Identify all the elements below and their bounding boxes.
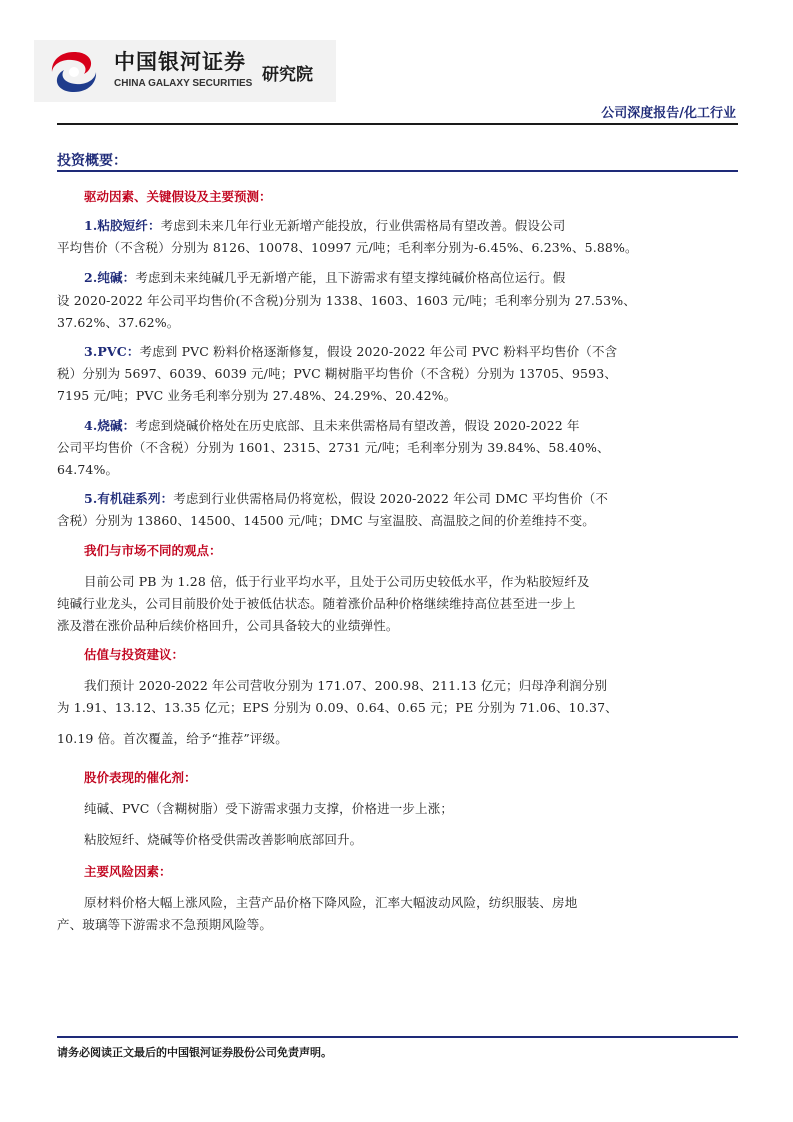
valuation-line-2: 为 1.91、13.12、13.35 亿元；EPS 分别为 0.09、0.64、0.65 元；PE 分别为 71.06、10.37、 (57, 700, 618, 715)
galaxy-swirl-icon (48, 48, 100, 96)
driver-3-label: 3.PVC： (84, 344, 140, 359)
driver-4-line-2: 公司平均售价（不含税）分别为 1601、2315、2731 元/吨；毛利率分别为 39.84%、58.40%、 (57, 440, 610, 455)
logo-chinese-name: 中国银河证券 (114, 50, 246, 74)
driver-1-line-1: 1.粘胶短纤：考虑到未来几年行业无新增产能投放，行业供需格局有望改善。假设公司 (84, 218, 566, 233)
driver-2-line-1: 2.纯碱：考虑到未来纯碱几乎无新增产能，且下游需求有望支撑纯碱价格高位运行。假 (84, 270, 566, 285)
driver-1-label: 1.粘胶短纤： (84, 218, 161, 233)
driver-2-line-2: 设 2020-2022 年公司平均售价(不含税)分别为 1338、1603、1603 元/吨；毛利率分别为 27.53%、 (57, 293, 636, 308)
catalysts-heading: 股价表现的催化剂： (84, 770, 197, 785)
disclaimer-note: 请务必阅读正文最后的中国银河证券股份公司免责声明。 (57, 1046, 332, 1059)
catalysts-line-1: 纯碱、PVC（含糊树脂）受下游需求强力支撑，价格进一步上涨； (84, 801, 454, 816)
drivers-heading: 驱动因素、关键假设及主要预测： (84, 189, 272, 204)
driver-4-line-1: 4.烧碱：考虑到烧碱价格处在历史底部、且未来供需格局有望改善，假设 2020-2022 年 (84, 418, 580, 433)
driver-5-label: 5.有机硅系列： (84, 491, 174, 506)
views-line-2: 纯碱行业龙头，公司目前股价处于被低估状态。随着涨价品种价格继续维持高位甚至进一步上 (57, 596, 576, 611)
views-line-3: 涨及潜在涨价品种后续价格回升，公司具备较大的业绩弹性。 (57, 618, 399, 633)
driver-5-line-1: 5.有机硅系列：考虑到行业供需格局仍将宽松，假设 2020-2022 年公司 DMC 平均售价（不 (84, 491, 609, 506)
valuation-line-3: 10.19 倍。首次覆盖，给予“推荐”评级。 (57, 731, 288, 746)
page-title: 投资概要： (57, 153, 127, 169)
driver-5-line-2: 含税）分别为 13860、14500、14500 元/吨；DMC 与室温胶、高温胶之间的价差维持不变。 (57, 513, 595, 528)
driver-2-label: 2.纯碱： (84, 270, 136, 285)
driver-3-line-2: 税）分别为 5697、6039、6039 元/吨；PVC 糊树脂平均售价（不含税）分别为 13705、9593、 (57, 366, 618, 381)
driver-3-line-1: 3.PVC：考虑到 PVC 粉料价格逐渐修复，假设 2020-2022 年公司 PVC 粉料平均售价（不含 (84, 344, 618, 359)
views-line-1: 目前公司 PB 为 1.28 倍，低于行业平均水平，且处于公司历史较低水平，作为粘胶短纤及 (84, 574, 590, 589)
title-divider (57, 170, 738, 172)
catalysts-line-2: 粘胶短纤、烧碱等价格受供需改善影响底部回升。 (84, 832, 363, 847)
driver-4-label: 4.烧碱： (84, 418, 136, 433)
risks-line-1: 原材料价格大幅上涨风险，主营产品价格下降风险，汇率大幅波动风险，纺织服装、房地 (84, 895, 578, 910)
risks-heading: 主要风险因素： (84, 864, 172, 879)
logo-english-name: CHINA GALAXY SECURITIES (114, 78, 253, 89)
valuation-line-1: 我们预计 2020-2022 年公司营收分别为 171.07、200.98、211.13 亿元；归母净利润分别 (84, 678, 608, 693)
footer-divider (57, 1036, 738, 1038)
header-divider (57, 123, 738, 125)
driver-3-line-3: 7195 元/吨；PVC 业务毛利率分别为 27.48%、24.29%、20.42%。 (57, 388, 457, 403)
views-heading: 我们与市场不同的观点： (84, 543, 222, 558)
driver-2-line-3: 37.62%、37.62%。 (57, 315, 180, 330)
valuation-heading: 估值与投资建议： (84, 647, 185, 662)
report-category: 公司深度报告/化工行业 (601, 106, 736, 121)
company-logo (34, 40, 336, 102)
driver-1-line-2: 平均售价（不含税）分别为 8126、10078、10997 元/吨；毛利率分别为-6.45%、6.23%、5.88%。 (57, 240, 638, 255)
risks-line-2: 产、玻璃等下游需求不急预期风险等。 (57, 917, 273, 932)
research-institute-label: 研究院 (262, 65, 313, 85)
driver-4-line-3: 64.74%。 (57, 462, 119, 477)
